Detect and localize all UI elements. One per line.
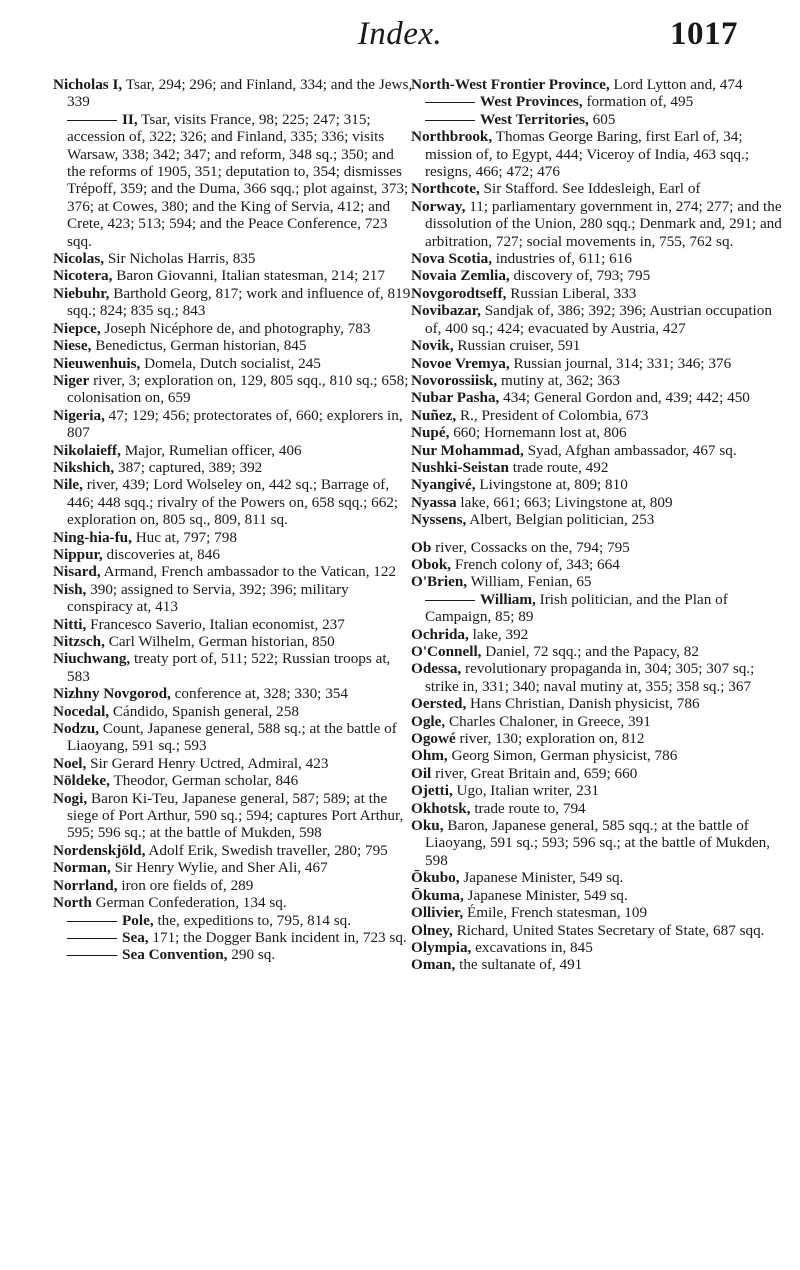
entry-body: river, 439; Lord Wolseley on, 442 sq.; Barrage of, 446; 448 sqq.; rivalry of the Powers on, 658 sqq.; 662; exploration on, 805 sq., 809, 811 sq. xyxy=(67,476,399,529)
index-entry xyxy=(53,616,413,633)
index-entry xyxy=(53,407,413,442)
entry-heading: Norman, xyxy=(53,859,111,877)
entry-heading: Nisard, xyxy=(53,563,101,581)
index-entry xyxy=(53,442,413,459)
entry-heading: Nöldeke, xyxy=(53,772,110,790)
entry-body: 605 xyxy=(588,110,616,128)
index-entry xyxy=(53,355,413,372)
entry-heading: Nicotera, xyxy=(53,267,113,285)
index-entry xyxy=(411,956,783,973)
entry-heading: Nordenskjöld, xyxy=(53,841,146,859)
index-entry xyxy=(411,93,783,110)
entry-body: the, expeditions to, 795, 814 sq. xyxy=(153,911,352,929)
index-entry xyxy=(411,302,783,337)
entry-heading: Olympia, xyxy=(411,938,472,956)
entry-body: trade route to, 794 xyxy=(470,799,586,817)
entry-heading: Noel, xyxy=(53,754,87,772)
index-entry xyxy=(53,111,413,250)
entry-body: Lord Lytton and, 474 xyxy=(609,76,743,93)
entry-heading: O'Connell, xyxy=(411,643,482,660)
entry-heading: Nish, xyxy=(53,580,87,598)
index-entry xyxy=(411,198,783,250)
entry-heading: Nicholas I, xyxy=(53,76,123,93)
entry-heading: Novik, xyxy=(411,337,454,355)
entry-heading: Niepce, xyxy=(53,319,101,337)
entry-heading: Norrland, xyxy=(53,876,118,894)
entry-heading: Novibazar, xyxy=(411,302,481,320)
entry-heading: Obok, xyxy=(411,555,452,573)
index-entry xyxy=(53,703,413,720)
index-entry xyxy=(53,929,413,946)
index-entry xyxy=(411,730,783,747)
entry-heading: Novaia Zemlia, xyxy=(411,267,510,285)
entry-body: Japanese Minister, 549 sq. xyxy=(463,886,628,904)
entry-heading: Niebuhr, xyxy=(53,284,110,302)
page-header xyxy=(40,8,760,52)
entry-heading: Nuñez, xyxy=(411,406,457,424)
entry-heading: Ogowé xyxy=(411,730,456,748)
entry-body: discoveries at, 846 xyxy=(102,545,220,563)
index-entry xyxy=(53,529,413,546)
entry-heading: Nizhny Novgorod, xyxy=(53,685,171,703)
entry-body: mutiny at, 362; 363 xyxy=(497,371,620,389)
index-entry xyxy=(411,128,783,180)
index-entry xyxy=(411,626,783,643)
index-entry xyxy=(53,790,413,842)
entry-heading: Niese, xyxy=(53,337,92,355)
entry-body: William, Fenian, 65 xyxy=(467,573,592,591)
index-entry xyxy=(53,894,413,911)
entry-body: river, 3; exploration on, 129, 805 sqq., 810 sq.; 658; colonisation on, 659 xyxy=(67,371,409,407)
index-entry xyxy=(411,904,783,921)
entry-body: Japanese Minister, 549 sq. xyxy=(459,869,624,887)
index-entry xyxy=(411,869,783,886)
entry-body: German Confederation, 134 sq. xyxy=(91,894,287,912)
entry-body: Russian Liberal, 333 xyxy=(506,284,637,302)
entry-body: 47; 129; 456; protectorates of, 660; explorers in, 807 xyxy=(67,406,403,442)
entry-body: Count, Japanese general, 588 sq.; at the battle of Liaoyang, 591 sq.; 593 xyxy=(67,720,397,755)
entry-heading: North xyxy=(53,894,92,912)
entry-heading: Nodzu, xyxy=(53,720,99,738)
entry-heading: Okhotsk, xyxy=(411,799,471,817)
index-entry xyxy=(53,877,413,894)
entry-heading: Nyssens, xyxy=(411,511,467,529)
entry-body: Émile, French statesman, 109 xyxy=(463,904,648,922)
entry-body: Joseph Nicéphore de, and photography, 783 xyxy=(100,319,371,337)
index-entry xyxy=(411,180,783,197)
index-entry xyxy=(411,922,783,939)
entry-heading: Ogle, xyxy=(411,712,446,730)
index-entry xyxy=(411,573,783,590)
entry-body: Georg Simon, German physicist, 786 xyxy=(447,747,678,765)
index-entry xyxy=(411,459,783,476)
entry-heading: Novorossiisk, xyxy=(411,371,498,389)
index-column-left xyxy=(53,76,413,964)
index-entry xyxy=(411,389,783,406)
entry-body: trade route, 492 xyxy=(508,458,609,476)
entry-heading: Nitti, xyxy=(53,615,87,633)
index-entry xyxy=(53,755,413,772)
entry-heading: Nikshich, xyxy=(53,458,115,476)
index-entry xyxy=(53,946,413,963)
entry-heading: Sea Convention, xyxy=(122,946,228,964)
entry-heading: Oman, xyxy=(411,956,456,974)
entry-body: Sandjak of, 386; 392; 396; Austrian occupation of, 400 sq.; 424; evacuated by Austria, 427 xyxy=(425,302,772,337)
index-entry xyxy=(411,337,783,354)
index-entry xyxy=(411,747,783,764)
entry-heading: Nyangivé, xyxy=(411,476,476,494)
entry-heading: Ojetti, xyxy=(411,782,453,800)
entry-body: 11; parliamentary government in, 274; 277; and the dissolution of the Union, 280 sqq.; Denmark and, 291; and arbitration, 727; social movements in, 755, 762 sq. xyxy=(425,197,782,250)
entry-heading: O'Brien, xyxy=(411,573,468,591)
ditto-dash xyxy=(67,921,117,922)
entry-body: Hans Christian, Danish physicist, 786 xyxy=(466,695,700,713)
entry-heading: Nubar Pasha, xyxy=(411,389,500,407)
entry-heading: Nigeria, xyxy=(53,406,105,424)
entry-body: Tsar, visits France, 98; 225; 247; 315; accession of, 322; 326; and Finland, 335; 336; visits Warsaw, 338; 342; 347; and reform, 348 sq.; 350; and the reforms of 1905, 351; deputation to, 354; dismisses Trépoff, 359; and the Duma, 366 sqq.; plot against, 373; 376; at Cowes, 380; and the King of Servia, 412; and Crete, 423; 513; 594; and the Peace Conference, 723 sqq. xyxy=(67,110,409,250)
index-entry xyxy=(411,372,783,389)
entry-body: Major, Rumelian officer, 406 xyxy=(120,441,302,459)
ditto-dash xyxy=(425,600,475,601)
index-entry xyxy=(411,800,783,817)
entry-body: Russian journal, 314; 331; 346; 376 xyxy=(509,354,732,372)
index-entry xyxy=(53,912,413,929)
entry-heading: Nova Scotia, xyxy=(411,250,492,268)
entry-body: R., President of Colombia, 673 xyxy=(456,406,649,424)
entry-body: 290 sq. xyxy=(227,946,276,964)
index-entry xyxy=(53,285,413,320)
entry-heading: Nyassa xyxy=(411,493,457,511)
page-number: 1017 xyxy=(670,16,738,52)
entry-body: industries of, 611; 616 xyxy=(492,250,632,268)
index-entry xyxy=(411,660,783,695)
index-entry xyxy=(411,591,783,626)
entry-heading: Nieuwenhuis, xyxy=(53,354,141,372)
entry-heading: Nile, xyxy=(53,476,83,494)
entry-body: Livingstone at, 809; 810 xyxy=(475,476,628,494)
index-entry xyxy=(411,695,783,712)
entry-body: Charles Chaloner, in Greece, 391 xyxy=(445,712,651,730)
entry-heading: Niuchwang, xyxy=(53,650,131,668)
index-entry xyxy=(53,720,413,755)
entry-heading: Nocedal, xyxy=(53,702,110,720)
entry-body: Baron Giovanni, Italian statesman, 214; 217 xyxy=(112,267,385,285)
index-entry xyxy=(53,459,413,476)
entry-heading: II, xyxy=(122,110,138,128)
entry-body: Irish politician, and the Plan of Campaign, 85; 89 xyxy=(425,590,728,626)
entry-body: excavations in, 845 xyxy=(471,938,593,956)
entry-heading: Oil xyxy=(411,764,432,782)
index-entry xyxy=(53,563,413,580)
entry-heading: Ohm, xyxy=(411,747,448,765)
entry-body: Francesco Saverio, Italian economist, 237 xyxy=(86,615,345,633)
entry-body: Domela, Dutch socialist, 245 xyxy=(140,354,321,372)
index-entry xyxy=(411,494,783,511)
entry-heading: Novoe Vremya, xyxy=(411,354,510,372)
entry-heading: Norway, xyxy=(411,197,466,215)
ditto-dash xyxy=(425,102,475,103)
entry-heading: Ning-hia-fu, xyxy=(53,528,132,546)
entry-body: Armand, French ambassador to the Vatican, 122 xyxy=(100,563,397,581)
ditto-dash xyxy=(67,938,117,939)
page-title: Index. xyxy=(357,16,443,52)
entry-body: river, 130; exploration on, 812 xyxy=(455,730,645,748)
index-entry xyxy=(53,267,413,284)
index-entry xyxy=(411,643,783,660)
entry-body: the sultanate of, 491 xyxy=(455,956,583,974)
index-entry xyxy=(53,581,413,616)
entry-heading: Ōkubo, xyxy=(411,869,460,887)
entry-body: Daniel, 72 sqq.; and the Papacy, 82 xyxy=(481,643,699,660)
index-entry xyxy=(53,650,413,685)
index-entry xyxy=(411,765,783,782)
entry-heading: Olney, xyxy=(411,921,453,939)
entry-heading: Ochrida, xyxy=(411,625,469,643)
index-entry xyxy=(411,267,783,284)
entry-heading: Nippur, xyxy=(53,545,103,563)
entry-body: 390; assigned to Servia, 392; 396; military conspiracy at, 413 xyxy=(67,580,349,616)
entry-body: Sir Henry Wylie, and Sher Ali, 467 xyxy=(110,859,328,877)
entry-heading: Sea, xyxy=(122,928,149,946)
index-entry xyxy=(411,887,783,904)
index-entry xyxy=(53,76,413,111)
index-entry xyxy=(411,817,783,869)
entry-heading: Ōkuma, xyxy=(411,886,464,904)
entry-heading: Ollivier, xyxy=(411,904,464,922)
index-entry xyxy=(411,442,783,459)
entry-heading: Novgorodtseff, xyxy=(411,284,507,302)
index-entry xyxy=(411,539,783,556)
entry-heading: Nitzsch, xyxy=(53,633,105,650)
index-entry xyxy=(53,685,413,702)
entry-body: river, Cossacks on the, 794; 795 xyxy=(431,538,630,556)
entry-heading: Nushki-Seistan xyxy=(411,458,509,476)
ditto-dash xyxy=(425,120,475,121)
entry-heading: Northcote, xyxy=(411,180,480,198)
index-entry xyxy=(411,782,783,799)
index-entry xyxy=(53,337,413,354)
entry-heading: Odessa, xyxy=(411,660,462,678)
entry-body: Russian cruiser, 591 xyxy=(453,337,581,355)
entry-body: river, Great Britain and, 659; 660 xyxy=(431,764,638,782)
entry-body: Albert, Belgian politician, 253 xyxy=(466,511,655,529)
entry-body: Barthold Georg, 817; work and influence of, 819 sqq.; 824; 835 sq.; 843 xyxy=(67,284,411,320)
entry-body: iron ore fields of, 289 xyxy=(117,876,254,894)
index-entry xyxy=(411,111,783,128)
index-entry xyxy=(411,424,783,441)
entry-body: French colony of, 343; 664 xyxy=(451,555,620,573)
entry-body: 387; captured, 389; 392 xyxy=(114,458,263,476)
entry-body: Carl Wilhelm, German historian, 850 xyxy=(104,633,335,650)
entry-body: formation of, 495 xyxy=(582,93,694,111)
entry-heading: West Territories, xyxy=(480,110,589,128)
index-entry xyxy=(411,250,783,267)
entry-body: Sir Gerard Henry Uctred, Admiral, 423 xyxy=(86,754,329,772)
entry-heading: Nogi, xyxy=(53,789,88,807)
index-column-right xyxy=(411,76,783,974)
ditto-dash xyxy=(67,120,117,121)
entry-body: treaty port of, 511; 522; Russian troops at, 583 xyxy=(67,650,391,685)
index-entry xyxy=(411,285,783,302)
index-entry xyxy=(53,633,413,650)
entry-heading: Oersted, xyxy=(411,695,467,713)
entry-body: 660; Hornemann lost at, 806 xyxy=(449,424,627,442)
entry-body: Thomas George Baring, first Earl of, 34; mission of, to Egypt, 444; Viceroy of India, 463 sqq.; resigns, 466; 472; 476 xyxy=(425,128,750,181)
index-entry xyxy=(53,546,413,563)
entry-body: Theodor, German scholar, 846 xyxy=(109,772,299,790)
entry-body: Ugo, Italian writer, 231 xyxy=(452,782,599,800)
entry-heading: Nicolas, xyxy=(53,250,105,268)
entry-body: Huc at, 797; 798 xyxy=(131,528,237,546)
index-entry xyxy=(411,511,783,528)
entry-heading: William, xyxy=(480,590,536,608)
index-entry xyxy=(53,772,413,789)
index-entry xyxy=(411,355,783,372)
index-entry xyxy=(53,250,413,267)
entry-body: discovery of, 793; 795 xyxy=(509,267,651,285)
entry-body: Tsar, 294; 296; and Finland, 334; and the Jews, 339 xyxy=(67,76,413,111)
entry-heading: Niger xyxy=(53,371,90,389)
entry-body: Baron Ki-Teu, Japanese general, 587; 589; at the siege of Port Arthur, 590 sq.; 594; captures Port Arthur, 595; 596 sq.; at the battle of Mukden, 598 xyxy=(67,789,404,842)
entry-heading: North-West Frontier Province, xyxy=(411,76,610,93)
entry-body: Syad, Afghan ambassador, 467 sq. xyxy=(523,441,737,459)
entry-heading: Ob xyxy=(411,538,432,556)
index-entry xyxy=(53,476,413,528)
index-entry xyxy=(53,320,413,337)
index-entry xyxy=(53,372,413,407)
index-entry xyxy=(53,859,413,876)
entry-body: Sir Nicholas Harris, 835 xyxy=(104,250,256,268)
entry-body: Cándido, Spanish general, 258 xyxy=(109,702,299,720)
entry-heading: Nupé, xyxy=(411,424,450,442)
entry-heading: Northbrook, xyxy=(411,128,493,146)
ditto-dash xyxy=(67,955,117,956)
entry-body: conference at, 328; 330; 354 xyxy=(170,685,348,703)
entry-heading: Nikolaieff, xyxy=(53,441,121,459)
index-entry xyxy=(411,556,783,573)
entry-body: Richard, United States Secretary of State, 687 sqq. xyxy=(452,921,765,939)
index-entry xyxy=(411,76,783,93)
entry-heading: Oku, xyxy=(411,817,444,835)
entry-body: Adolf Erik, Swedish traveller, 280; 795 xyxy=(145,841,388,859)
index-entry xyxy=(53,842,413,859)
entry-body: revolutionary propaganda in, 304; 305; 307 sq.; strike in, 331; 340; naval mutiny at, 355; 358 sq.; 367 xyxy=(425,660,755,695)
entry-body: lake, 392 xyxy=(468,625,529,643)
entry-heading: West Provinces, xyxy=(480,93,583,111)
index-entry xyxy=(411,407,783,424)
index-entry xyxy=(411,939,783,956)
index-entry xyxy=(411,713,783,730)
entry-heading: Pole, xyxy=(122,911,154,929)
entry-body: lake, 661; 663; Livingstone at, 809 xyxy=(456,493,673,511)
index-entry xyxy=(411,476,783,493)
entry-body: Benedictus, German historian, 845 xyxy=(91,337,307,355)
entry-body: 171; the Dogger Bank incident in, 723 sq. xyxy=(148,928,407,946)
entry-heading: Nur Mohammad, xyxy=(411,441,524,459)
entry-body: 434; General Gordon and, 439; 442; 450 xyxy=(499,389,750,407)
entry-body: Sir Stafford. See Iddesleigh, Earl of xyxy=(479,180,701,198)
entry-body: Baron, Japanese general, 585 sqq.; at the battle of Liaoyang, 591 sq.; 593; 596 sq.; at the battle of Mukden, 598 xyxy=(425,817,771,869)
